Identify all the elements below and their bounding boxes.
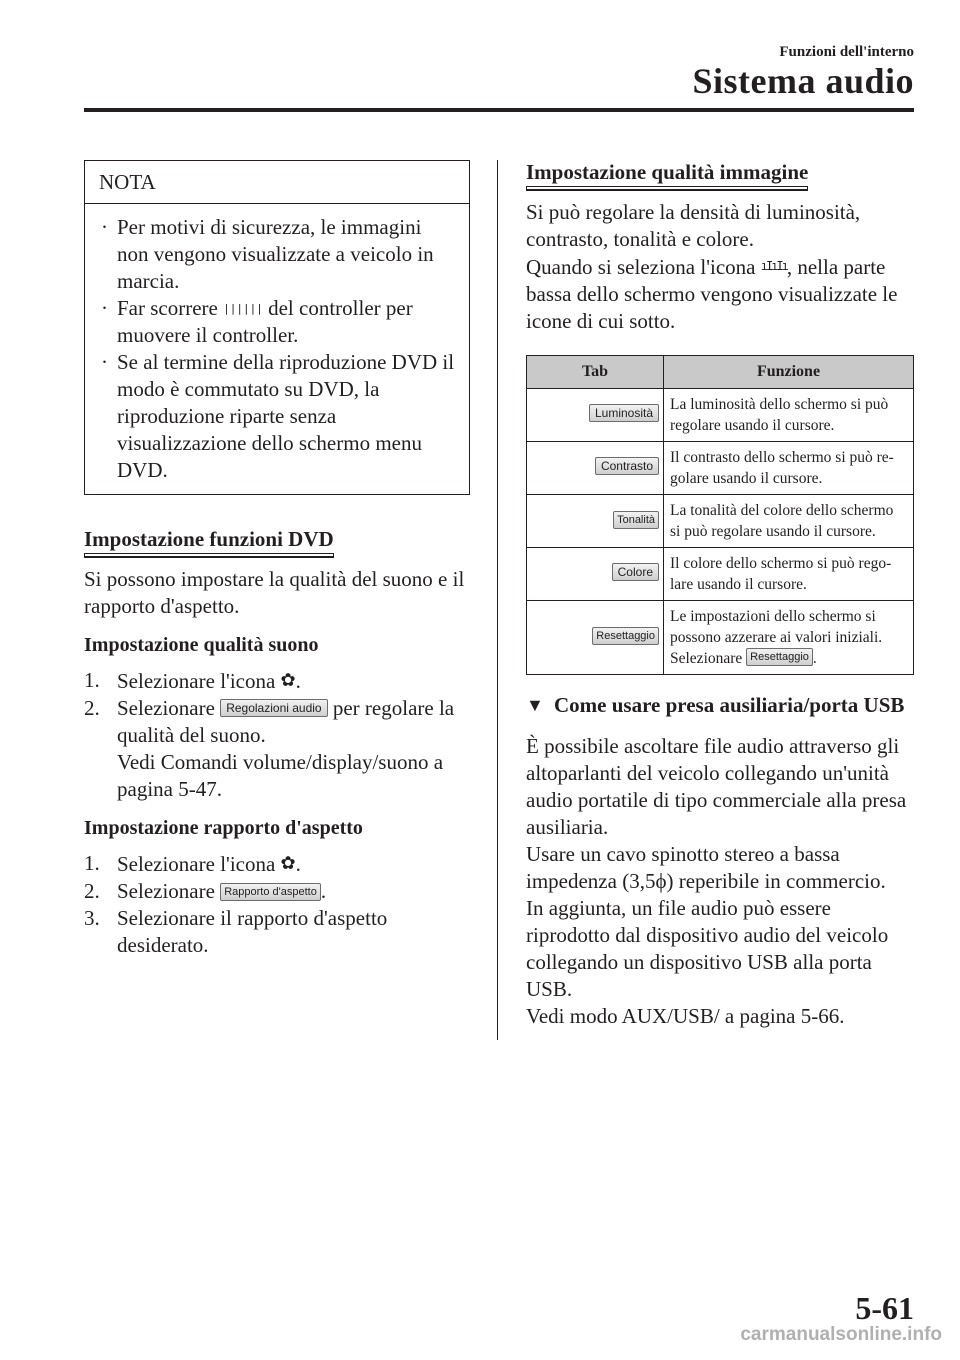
table-cell: La luminosità dello schermo si può regolare usando il cursore. [664, 389, 914, 442]
step: 1. Selezionare l'icona ✿. [84, 851, 301, 876]
subheading-aspect: Impostazione rapporto d'aspetto [84, 817, 363, 839]
settings-gear-icon: ✿ [280, 853, 296, 874]
column-divider [497, 160, 498, 1040]
subheading-sound: Impostazione qualità suono [84, 634, 319, 656]
step: 2. Selezionare Rapporto d'aspetto . [84, 879, 327, 903]
reset-tab-button[interactable]: Resettaggio [592, 627, 659, 645]
aspect-steps [84, 850, 470, 959]
section-heading-image: Impostazione qualità immagine [526, 160, 808, 187]
table-row [527, 495, 914, 548]
section-heading-dvd: Impostazione funzioni DVD [84, 527, 334, 554]
settings-gear-icon: ✿ [280, 670, 296, 691]
note-item: · Far scorrere |||||| del controller per muovere il controller. [101, 296, 413, 347]
page-reference: Vedi Comandi volume/display/suono a pagina 5-47. [117, 750, 444, 801]
note-list [85, 204, 469, 494]
aux-paragraph: È possibile ascoltare file audio attraverso gli altoparlanti del veicolo collegando un'unità audio portatile di tipo commerciale alla presa ausiliaria. [526, 734, 907, 839]
reset-button[interactable]: Resettaggio [746, 648, 813, 666]
brightness-tab-button[interactable]: Luminosità [589, 404, 659, 422]
note-box [84, 160, 470, 495]
table-header-tab: Tab [527, 356, 664, 389]
table-row [527, 442, 914, 495]
table-cell: Le impostazioni dello schermo si possono azzerare ai valori iniziali. Selezionare Resettaggio . [664, 601, 914, 675]
table-row [527, 389, 914, 442]
sound-steps [84, 667, 470, 803]
color-tab-button[interactable]: Colore [612, 563, 659, 581]
aux-heading: ▼ Come usare presa ausiliaria/porta USB [526, 693, 905, 717]
table-cell: La tonalità del colore dello schermo si può regolare usando il cursore. [664, 495, 914, 548]
page-number: 5-61 [855, 1290, 914, 1326]
section-label: Funzioni dell'interno [779, 44, 914, 60]
aux-paragraph: Usare un cavo spinotto stereo a bassa impedenza (3,5ϕ) reperibile in commercio. [526, 842, 886, 893]
table-cell: Il contrasto dello schermo si può re-golare usando il cursore. [664, 442, 914, 495]
bullet: · [101, 350, 108, 374]
dvd-intro: Si possono impostare la qualità del suono e il rapporto d'aspetto. [84, 567, 465, 618]
image-tabs-table [526, 355, 914, 675]
scroll-controller-icon: |||||| [223, 302, 263, 315]
table-row [527, 601, 914, 675]
right-column [526, 160, 914, 1030]
table-cell: Il colore dello schermo si può rego-lare usando il cursore. [664, 548, 914, 601]
hue-tab-button[interactable]: Tonalità [613, 511, 659, 529]
image-instructions: Quando si seleziona l'icona ıIıIı, nella parte bassa dello schermo vengono visualizzate le icone di cui sotto. [526, 255, 898, 333]
page-title: Sistema audio [692, 61, 914, 101]
step: 1. Selezionare l'icona ✿. [84, 668, 301, 693]
aux-paragraph: Vedi modo AUX/USB/ a pagina 5-66. [526, 1004, 845, 1028]
watermark: carmanualsonline.info [740, 1324, 942, 1345]
header-rule [84, 108, 914, 112]
image-intro: Si può regolare la densità di luminosità, contrasto, tonalità e colore. [526, 200, 861, 251]
aux-paragraph: In aggiunta, un file audio può essere riprodotto dal dispositivo audio del veicolo collegando un dispositivo USB alla porta USB. [526, 896, 889, 1001]
note-heading: NOTA [85, 161, 469, 204]
aspect-ratio-button[interactable]: Rapporto d'aspetto [220, 883, 321, 901]
step: 2. Selezionare Regolazioni audio per regolare la qualità del suono. Vedi Comandi volume/display/suono a pagina 5-47. [84, 696, 455, 801]
image-quality-icon: ıIıIı [760, 259, 787, 273]
note-item: · Se al termine della riproduzione DVD il modo è commutato su DVD, la riproduzione riparte senza visualizzazione dello schermo menu DVD. [101, 350, 455, 482]
note-item: · Per motivi di sicurezza, le immagini non vengono visualizzate a veicolo in marcia. [101, 215, 434, 293]
audio-settings-button[interactable]: Regolazioni audio [220, 699, 327, 717]
table-header-function: Funzione [664, 356, 914, 389]
bullet: · [101, 215, 108, 239]
bullet: · [101, 296, 108, 320]
table-row [527, 548, 914, 601]
left-column [84, 160, 470, 959]
contrast-tab-button[interactable]: Contrasto [595, 457, 659, 475]
triangle-marker-icon: ▼ [526, 695, 544, 715]
step: 3. Selezionare il rapporto d'aspetto desiderato. [84, 906, 388, 957]
